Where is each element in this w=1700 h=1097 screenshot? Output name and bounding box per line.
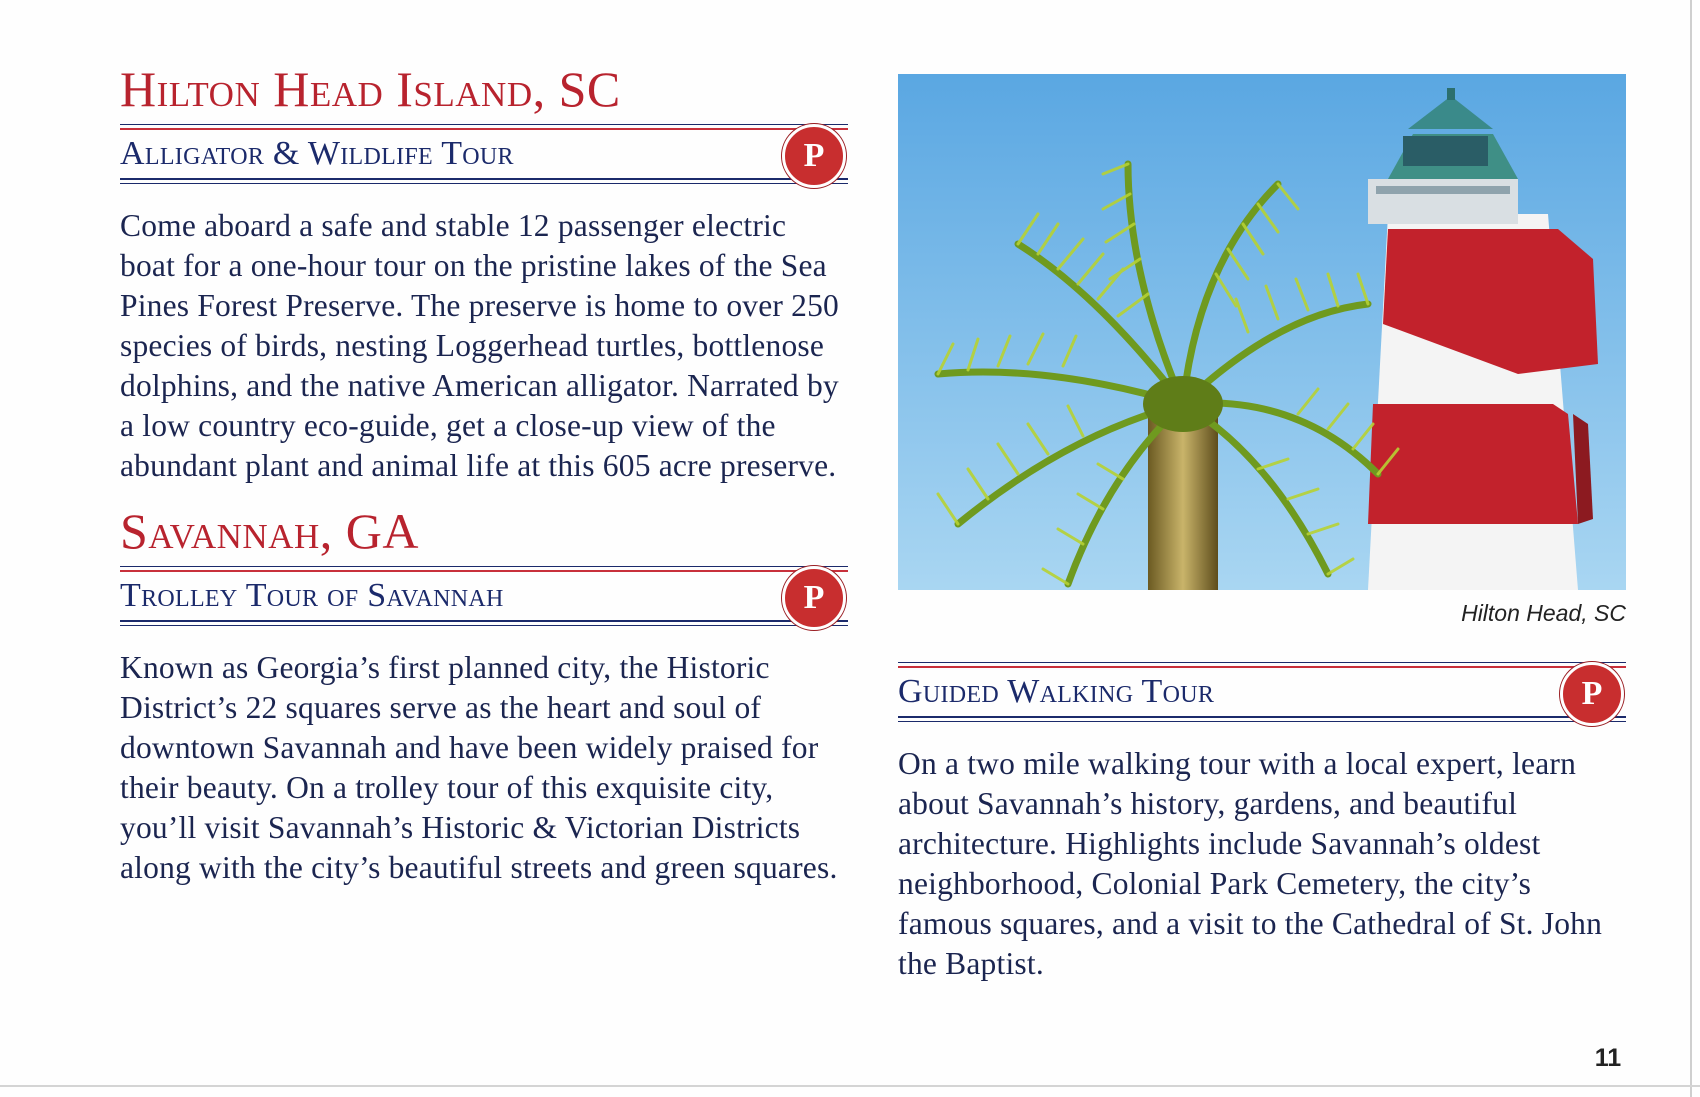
hilton-head-title: Hilton Head Island, SC <box>120 61 621 117</box>
alligator-tour-header <box>120 124 848 184</box>
alligator-tour-description: Come aboard a safe and stable 12 passenger electric boat for a one-hour tour on the pristine lakes of the Sea Pines Forest Preserve. The preserve is home to over 250 species of birds, nesting Loggerhead turtles, bottlenose dolphins, and the native American alligator. Narrated by a low country eco-guide, get a close-up view of the abundant plant and animal life at this 605 acre preserve. <box>120 208 840 483</box>
lighthouse-palm-photo <box>898 74 1626 590</box>
walking-tour-description: On a two mile walking tour with a local expert, learn about Savannah’s history, gardens, and beautiful architecture. Highlights include Savannah’s oldest neighborhood, Colonial Park Cemetery, the city’s famous squares, and a visit to the Cathedral of St. John the Baptist. <box>898 746 1603 981</box>
left-column <box>120 62 848 888</box>
walking-tour-name: Guided Walking Tour <box>898 673 1215 710</box>
trolley-tour-name: Trolley Tour of Savannah <box>120 577 504 614</box>
walking-tour-header <box>898 662 1626 722</box>
page-edge-bottom <box>0 1085 1700 1087</box>
alligator-tour-name: Alligator & Wildlife Tour <box>120 135 514 172</box>
parking-badge-icon: P <box>782 566 846 630</box>
trolley-tour-description: Known as Georgia’s first planned city, the Historic District’s 22 squares serve as the heart and soul of downtown Savannah and have been widely praised for their beauty. On a trolley tour of this exquisite city, you’ll visit Savannah’s Historic & Victorian Districts along with the city’s beautiful streets and green squares. <box>120 650 838 885</box>
right-column <box>898 662 1626 984</box>
page-edge <box>1690 0 1692 1097</box>
savannah-title: Savannah, GA <box>120 503 419 559</box>
parking-badge-icon: P <box>782 124 846 188</box>
page-number: 11 <box>1594 1044 1622 1072</box>
lighthouse-palm-illustration <box>898 74 1626 590</box>
trolley-tour-header <box>120 566 848 626</box>
photo-caption: Hilton Head, SC <box>1461 600 1626 626</box>
parking-badge-icon: P <box>1560 662 1624 726</box>
